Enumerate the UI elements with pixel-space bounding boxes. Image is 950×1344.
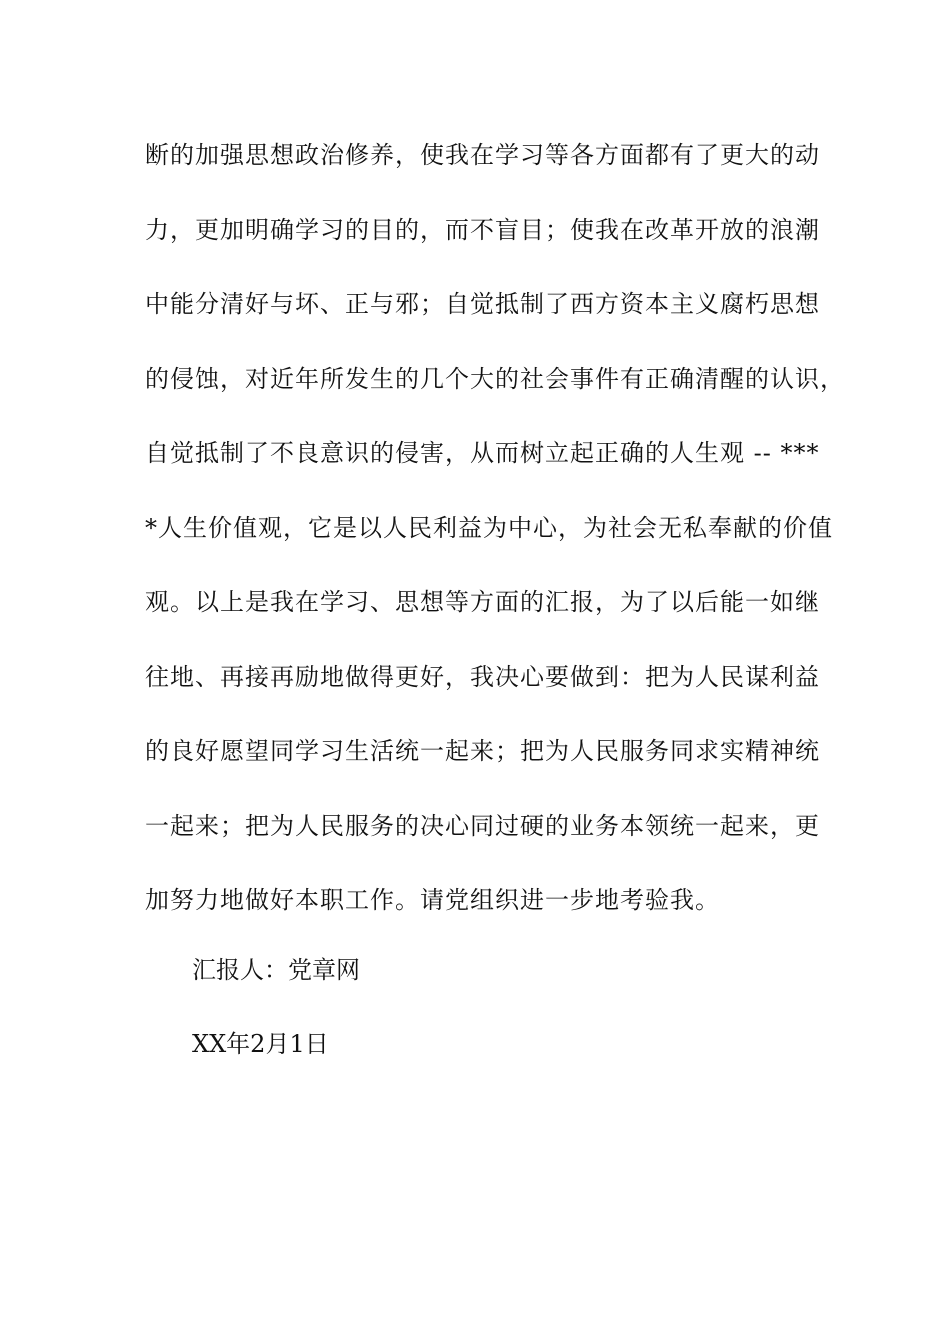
body-line: 观。以上是我在学习、思想等方面的汇报，为了以后能一如继: [145, 588, 820, 616]
report-date: XX年2月1日: [192, 1030, 329, 1058]
reporter-signature: 汇报人：党章网: [192, 956, 360, 984]
body-line: 自觉抵制了不良意识的侵害，从而树立起正确的人生观 -- ***: [145, 439, 820, 467]
body-line: 的侵蚀，对近年所发生的几个大的社会事件有正确清醒的认识，: [145, 364, 845, 393]
body-line: *人生价值观，它是以人民利益为中心，为社会无私奉献的价值: [145, 513, 833, 542]
body-line: 加努力地做好本职工作。请党组织进一步地考验我。: [145, 886, 720, 914]
body-line: 力，更加明确学习的目的，而不盲目；使我在改革开放的浪潮: [145, 215, 820, 244]
body-line: 中能分清好与坏、正与邪；自觉抵制了西方资本主义腐朽思想: [145, 290, 820, 318]
report-body: [145, 131, 845, 951]
body-line: 断的加强思想政治修养，使我在学习等各方面都有了更大的动: [145, 141, 820, 169]
body-line: 的良好愿望同学习生活统一起来；把为人民服务同求实精神统: [145, 737, 820, 765]
body-line: 一起来；把为人民服务的决心同过硬的业务本领统一起来，更: [145, 811, 820, 840]
body-line: 往地、再接再励地做得更好，我决心要做到：把为人民谋利益: [145, 662, 820, 691]
